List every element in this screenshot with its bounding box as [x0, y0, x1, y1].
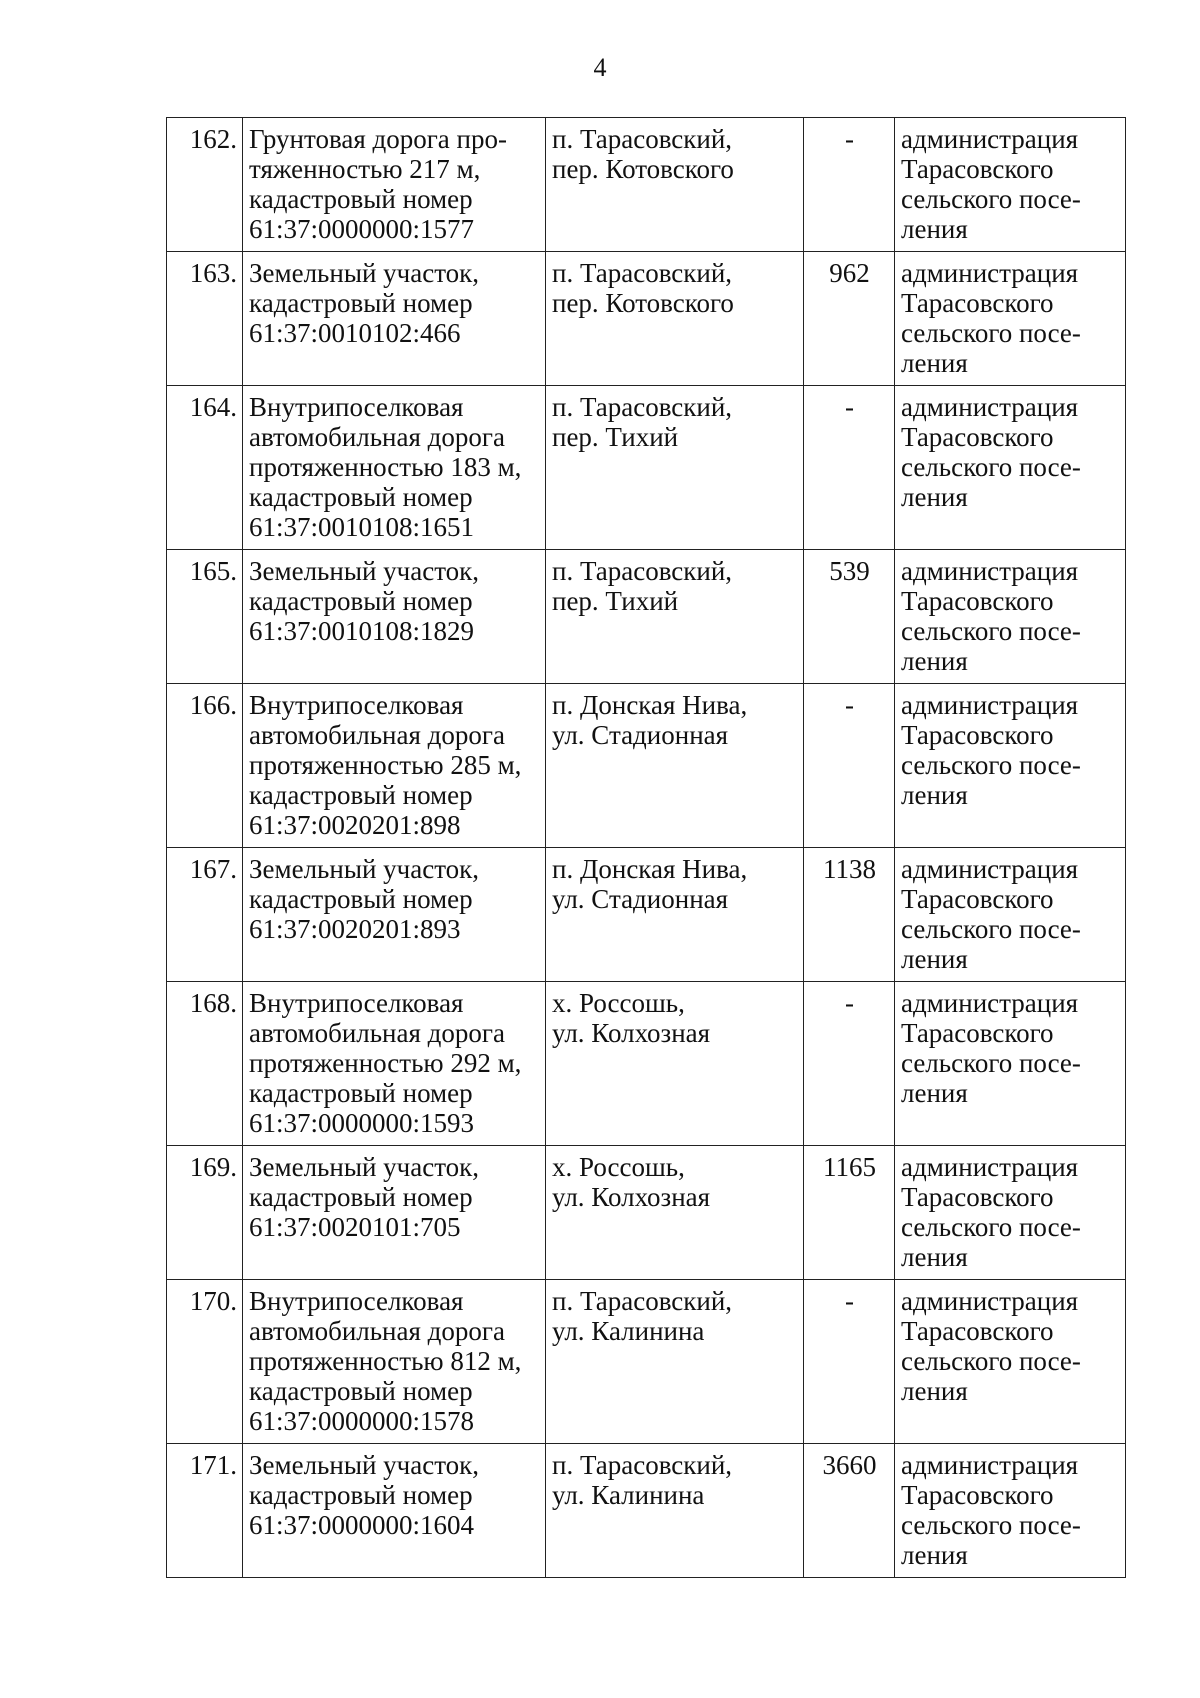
table-row — [167, 848, 1126, 982]
object-holder: администрация Тарасовского сельского посе- ления — [895, 982, 1126, 1146]
object-holder: администрация Тарасовского сельского посе- ления — [895, 1146, 1126, 1280]
object-name: Земельный участок, кадастровый номер 61:37:0010108:1829 — [243, 550, 546, 684]
table-row — [167, 684, 1126, 848]
row-number: 169. — [167, 1146, 243, 1280]
row-number: 164. — [167, 386, 243, 550]
object-name: Земельный участок, кадастровый номер 61:37:0020201:893 — [243, 848, 546, 982]
property-registry-table — [166, 117, 1126, 1578]
table-row — [167, 252, 1126, 386]
row-number: 170. — [167, 1280, 243, 1444]
object-address: х. Россошь, ул. Колхозная — [546, 982, 804, 1146]
object-name: Земельный участок, кадастровый номер 61:37:0010102:466 — [243, 252, 546, 386]
row-number: 171. — [167, 1444, 243, 1578]
object-name: Внутрипоселковая автомобильная дорога протяженностью 285 м, кадастровый номер 61:37:0020201:898 — [243, 684, 546, 848]
object-address: х. Россошь, ул. Колхозная — [546, 1146, 804, 1280]
table-row — [167, 550, 1126, 684]
object-area: 3660 — [804, 1444, 895, 1578]
object-holder: администрация Тарасовского сельского посе- ления — [895, 118, 1126, 252]
row-number: 167. — [167, 848, 243, 982]
object-area: - — [804, 1280, 895, 1444]
object-name: Грунтовая дорога про- тяженностью 217 м, кадастровый номер 61:37:0000000:1577 — [243, 118, 546, 252]
object-holder: администрация Тарасовского сельского посе- ления — [895, 550, 1126, 684]
object-address: п. Тарасовский, пер. Тихий — [546, 386, 804, 550]
object-address: п. Донская Нива, ул. Стадионная — [546, 848, 804, 982]
table-row — [167, 1280, 1126, 1444]
table-row — [167, 1146, 1126, 1280]
object-holder: администрация Тарасовского сельского посе- ления — [895, 684, 1126, 848]
object-address: п. Тарасовский, пер. Котовского — [546, 252, 804, 386]
object-area: - — [804, 386, 895, 550]
object-holder: администрация Тарасовского сельского посе- ления — [895, 386, 1126, 550]
object-address: п. Тарасовский, ул. Калинина — [546, 1280, 804, 1444]
object-address: п. Тарасовский, ул. Калинина — [546, 1444, 804, 1578]
table-row — [167, 982, 1126, 1146]
row-number: 162. — [167, 118, 243, 252]
object-area: 1165 — [804, 1146, 895, 1280]
object-name: Внутрипоселковая автомобильная дорога протяженностью 292 м, кадастровый номер 61:37:0000000:1593 — [243, 982, 546, 1146]
object-area: 1138 — [804, 848, 895, 982]
object-holder: администрация Тарасовского сельского посе- ления — [895, 252, 1126, 386]
table-row — [167, 386, 1126, 550]
object-area: 962 — [804, 252, 895, 386]
object-name: Внутрипоселковая автомобильная дорога протяженностью 183 м, кадастровый номер 61:37:0010108:1651 — [243, 386, 546, 550]
object-name: Земельный участок, кадастровый номер 61:37:0000000:1604 — [243, 1444, 546, 1578]
object-area: - — [804, 118, 895, 252]
row-number: 163. — [167, 252, 243, 386]
object-area: - — [804, 982, 895, 1146]
table-row — [167, 1444, 1126, 1578]
object-holder: администрация Тарасовского сельского посе- ления — [895, 848, 1126, 982]
object-area: - — [804, 684, 895, 848]
object-area: 539 — [804, 550, 895, 684]
object-address: п. Донская Нива, ул. Стадионная — [546, 684, 804, 848]
table-row — [167, 118, 1126, 252]
object-address: п. Тарасовский, пер. Тихий — [546, 550, 804, 684]
row-number: 166. — [167, 684, 243, 848]
row-number: 165. — [167, 550, 243, 684]
object-address: п. Тарасовский, пер. Котовского — [546, 118, 804, 252]
object-holder: администрация Тарасовского сельского посе- ления — [895, 1444, 1126, 1578]
object-holder: администрация Тарасовского сельского посе- ления — [895, 1280, 1126, 1444]
object-name: Земельный участок, кадастровый номер 61:37:0020101:705 — [243, 1146, 546, 1280]
page-number: 4 — [593, 53, 607, 82]
row-number: 168. — [167, 982, 243, 1146]
object-name: Внутрипоселковая автомобильная дорога протяженностью 812 м, кадастровый номер 61:37:0000000:1578 — [243, 1280, 546, 1444]
